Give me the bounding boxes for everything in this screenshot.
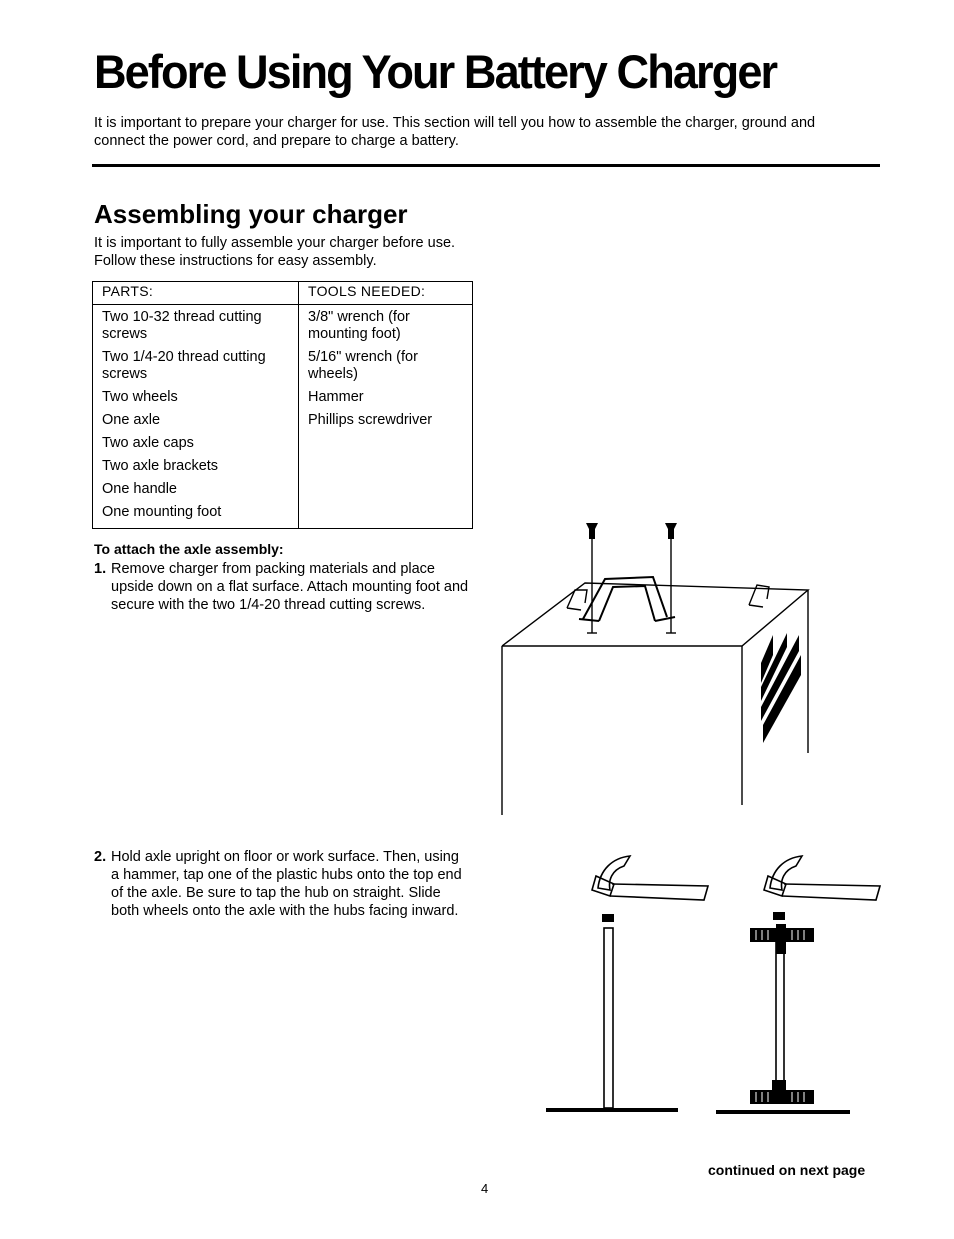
section-paragraph: It is important to fully assemble your charger before use. Follow these instructions for easy assembly. (94, 235, 456, 269)
parts-item: One mounting foot (102, 504, 222, 520)
tools-header: TOOLS NEEDED: (299, 282, 473, 305)
tools-item: Hammer (308, 389, 364, 405)
section-heading: Assembling your charger (94, 199, 408, 229)
step-text: Remove charger from packing materials and place upside down on a flat surface. Attach mounting foot and secure with the two 1/4-20 thread cutting screws. (111, 561, 469, 613)
axle-hub-hammer-illustration (540, 848, 890, 1118)
parts-item: Two 1/4-20 thread cutting screws (102, 349, 266, 382)
parts-header: PARTS: (93, 282, 299, 305)
instruction-step-1 (94, 560, 474, 614)
charger-mounting-foot-illustration (495, 515, 820, 820)
tools-cell (299, 305, 473, 529)
parts-item: One handle (102, 481, 177, 497)
parts-item: Two axle caps (102, 435, 194, 451)
tools-item: Phillips screwdriver (308, 412, 433, 428)
page-title: Before Using Your Battery Charger (94, 45, 777, 98)
continued-note: continued on next page (708, 1162, 866, 1178)
parts-item: Two wheels (102, 389, 178, 405)
parts-item: One axle (102, 412, 161, 428)
step-number: 2. (94, 849, 107, 865)
tools-item: 5/16" wrench (for wheels) (308, 349, 418, 382)
instructions-subheading: To attach the axle assembly: (94, 541, 284, 557)
page-number: 4 (481, 1181, 489, 1196)
parts-item: Two axle brackets (102, 458, 219, 474)
section-divider (92, 164, 880, 167)
tools-item: 3/8" wrench (for mounting foot) (308, 309, 410, 342)
step-text: Hold axle upright on floor or work surface. Then, using a hammer, tap one of the plastic hubs onto the top end of the axle. Be sure to tap the hub on straight. Slide both wheels onto the axle with the hubs facing inward. (111, 849, 462, 919)
instruction-step-2 (94, 848, 464, 920)
step-number: 1. (94, 561, 107, 577)
parts-cell (93, 305, 299, 529)
parts-item: Two 10-32 thread cutting screws (102, 309, 262, 342)
parts-tools-table (92, 281, 473, 529)
intro-text: It is important to prepare your charger for use. This section will tell you how to assemble the charger, ground and connect the power cord, and prepare to charge a battery. (94, 115, 816, 149)
